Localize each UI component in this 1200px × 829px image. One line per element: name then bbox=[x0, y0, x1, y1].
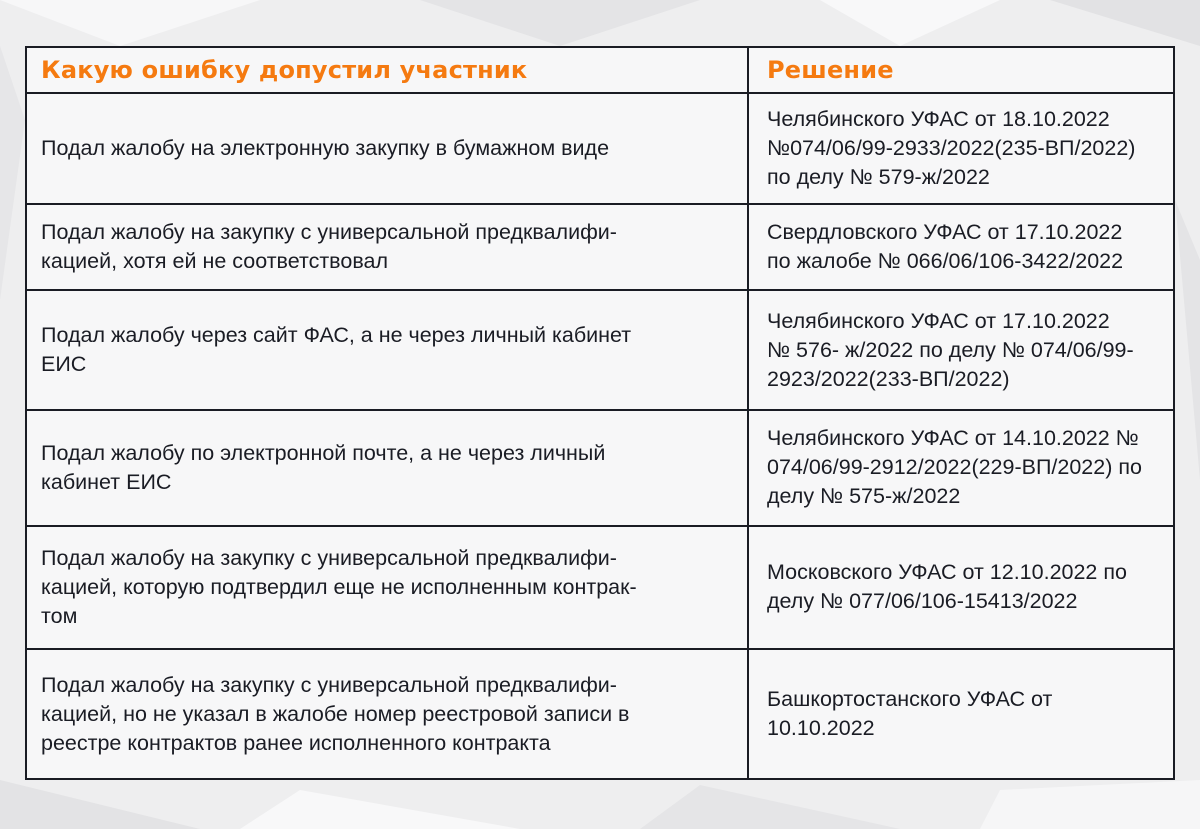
table-row bbox=[27, 526, 1173, 650]
error-cell: Подал жалобу на закупку с универсальной предквалифи- кацией, но не указал в жалобе номер реестровой записи в реестре контрактов ранее исполненного контракта bbox=[27, 649, 748, 778]
header-error: Какую ошибку допустил участник bbox=[27, 48, 748, 93]
error-cell: Подал жалобу через сайт ФАС, а не через личный кабинет ЕИС bbox=[27, 290, 748, 410]
decision-cell: Свердловского УФАС от 17.10.2022 по жалобе № 066/06/106-3422/2022 bbox=[748, 204, 1173, 290]
table-row bbox=[27, 290, 1173, 410]
table-row bbox=[27, 649, 1173, 778]
decision-cell: Московского УФАС от 12.10.2022 по делу № 077/06/106-15413/2022 bbox=[748, 526, 1173, 650]
decisions-table bbox=[25, 46, 1175, 780]
table-header-row bbox=[27, 48, 1173, 93]
table-row bbox=[27, 93, 1173, 204]
error-cell: Подал жалобу на закупку с универсальной предквалифи- кацией, хотя ей не соответствовал bbox=[27, 204, 748, 290]
table-row bbox=[27, 410, 1173, 526]
header-decision: Решение bbox=[748, 48, 1173, 93]
decision-cell: Башкортостанского УФАС от 10.10.2022 bbox=[748, 649, 1173, 778]
error-cell: Подал жалобу на электронную закупку в бумажном виде bbox=[27, 93, 748, 204]
decision-cell: Челябинского УФАС от 18.10.2022 №074/06/99-2933/2022(235-ВП/2022) по делу № 579-ж/2022 bbox=[748, 93, 1173, 204]
error-cell: Подал жалобу на закупку с универсальной предквалифи- кацией, которую подтвердил еще не исполненным контрак- том bbox=[27, 526, 748, 650]
table-row bbox=[27, 204, 1173, 290]
decision-cell: Челябинского УФАС от 17.10.2022 № 576- ж/2022 по делу № 074/06/99- 2923/2022(233-ВП/2022) bbox=[748, 290, 1173, 410]
decision-cell: Челябинского УФАС от 14.10.2022 № 074/06/99-2912/2022(229-ВП/2022) по делу № 575-ж/2022 bbox=[748, 410, 1173, 526]
error-cell: Подал жалобу по электронной почте, а не через личный кабинет ЕИС bbox=[27, 410, 748, 526]
